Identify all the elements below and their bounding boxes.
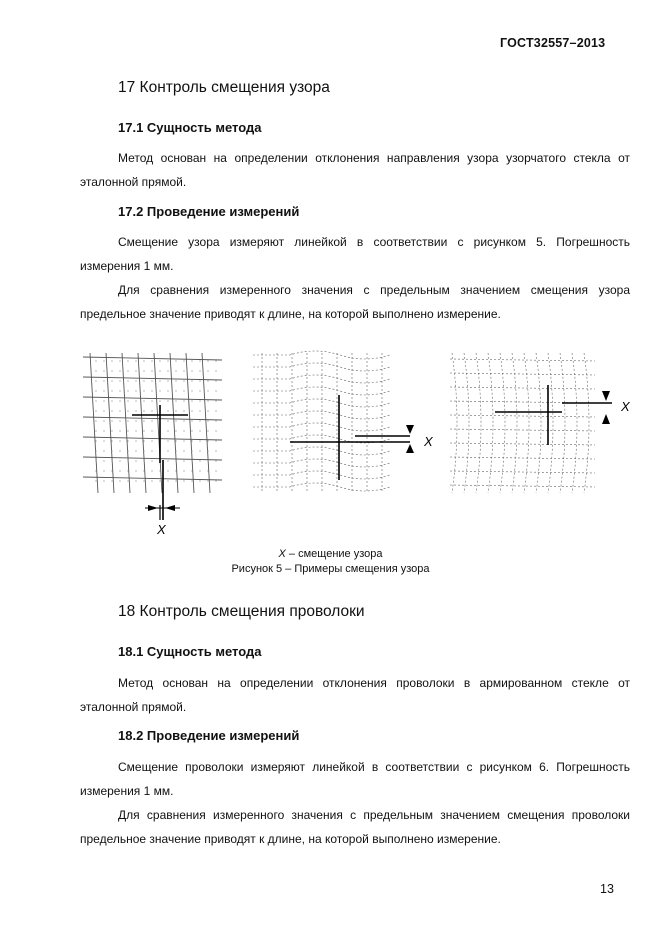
paragraph-17-1: Метод основан на определении отклонения направления узора узорчатого стекла от эталонной прямой. <box>80 151 630 189</box>
subsection-18-2-title: 18.2 Проведение измерений <box>118 728 300 743</box>
x-label-3: X <box>621 399 630 414</box>
x-label-1: X <box>157 522 166 537</box>
pattern-panel-2 <box>253 351 414 493</box>
paragraph-17-2-b: Для сравнения измеренного значения с предельным значением смещения узора предельное значение приводят к длине, на которой выполнено измерение. <box>80 283 630 321</box>
paragraph-18-2-b: Для сравнения измеренного значения с предельным значением смещения проволоки предельное значение приводят к длине, на которой выполнено измерение. <box>80 808 630 846</box>
figure-5-caption: Рисунок 5 – Примеры смещения узора <box>231 563 430 575</box>
section-18-title: 18 Контроль смещения проволоки <box>118 603 365 620</box>
subsection-17-2-title: 17.2 Проведение измерений <box>118 204 300 219</box>
subsection-18-1-title: 18.1 Сущность метода <box>118 644 262 659</box>
paragraph-18-1: Метод основан на определении отклонения проволоки в армированном стекле от эталонной прямой. <box>80 676 630 714</box>
subsection-17-1-title: 17.1 Сущность метода <box>118 120 262 135</box>
pattern-panel-3 <box>450 353 612 493</box>
paragraph-18-2-a: Смещение проволоки измеряют линейкой в соответствии с рисунком 6. Погрешность измерения 1 мм. <box>80 760 630 798</box>
pattern-panel-1 <box>83 353 222 520</box>
section-17-title: 17 Контроль смещения узора <box>118 79 330 96</box>
document-code: ГОСТ32557–2013 <box>500 36 606 50</box>
figure-5 <box>0 345 661 545</box>
x-label-2: X <box>424 434 433 449</box>
figure-5-legend: X – смещение узора <box>278 548 383 560</box>
paragraph-17-2-a: Смещение узора измеряют линейкой в соответствии с рисунком 5. Погрешность измерения 1 мм. <box>80 235 630 273</box>
page-number: 13 <box>600 882 614 896</box>
